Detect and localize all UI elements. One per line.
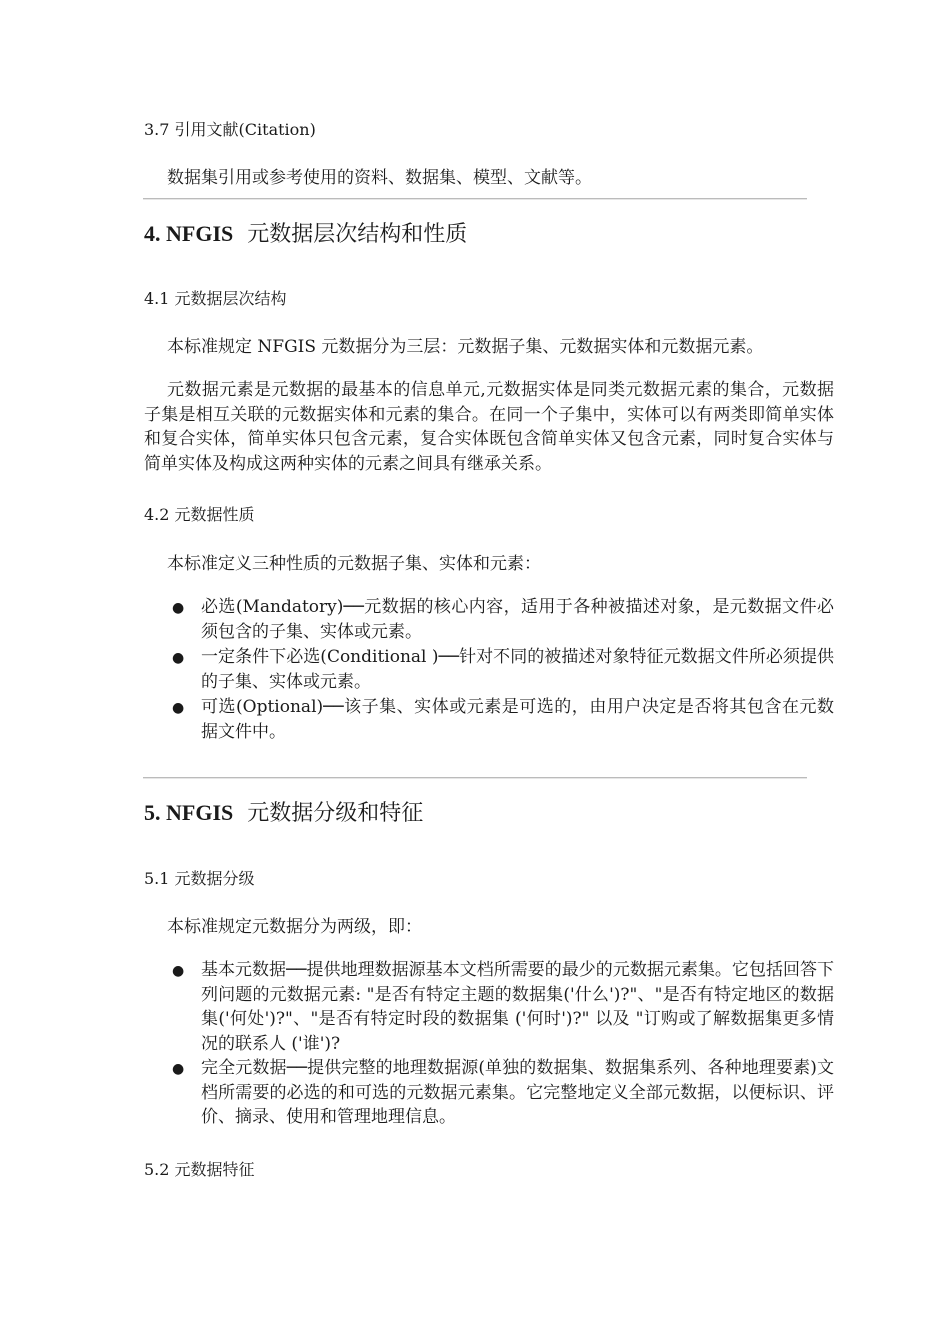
section-5-title: 元数据分级和特征	[247, 801, 424, 826]
section-5-heading	[144, 796, 423, 827]
section-4-title: 元数据层次结构和性质	[247, 222, 468, 247]
section-4-number: 4. NFGIS	[144, 221, 234, 246]
section-5-1-intro: 本标准规定元数据分为两级，即：	[167, 917, 422, 937]
divider	[143, 777, 807, 779]
section-4-2-intro: 本标准定义三种性质的元数据子集、实体和元素：	[167, 554, 541, 574]
section-3-7-body: 数据集引用或参考使用的资料、数据集、模型、文献等。	[167, 168, 592, 188]
list-item: 必选(Mandatory)──元数据的核心内容，适用于各种被描述对象，是元数据文件必须包含的子集、实体或元素。	[201, 597, 834, 642]
section-4-heading	[144, 217, 467, 248]
section-3-7-heading: 3.7 引用文献(Citation)	[144, 120, 316, 139]
list-item: 完全元数据──提供完整的地理数据源(单独的数据集、数据集系列、各种地理要素)文档所需要的必选的和可选的元数据元素集。它完整地定义全部元数据，以便标识、评价、摘录、使用和管理地理信息。	[201, 1058, 834, 1127]
bullet-icon: ●	[172, 700, 185, 716]
divider	[143, 198, 807, 200]
bullet-icon: ●	[172, 650, 185, 666]
section-5-2-heading: 5.2 元数据特征	[144, 1160, 255, 1179]
section-5-number: 5. NFGIS	[144, 800, 234, 825]
list-item: 基本元数据──提供地理数据源基本文档所需要的最少的元数据元素集。它包括回答下列问题的元数据元素: "是否有特定主题的数据集('什么')?"、"是否有特定地区的数据集('何处')?"、"是否有特定时段的数据集 ('何时')?" 以及 "订购或了解数据集更多情况的联系人 ('谁')?	[201, 960, 834, 1054]
bullet-icon: ●	[172, 1061, 185, 1077]
section-4-2-heading: 4.2 元数据性质	[144, 505, 255, 524]
section-4-1-paragraph-1: 本标准规定 NFGIS 元数据分为三层：元数据子集、元数据实体和元数据元素。	[167, 337, 764, 357]
section-4-1-heading: 4.1 元数据层次结构	[144, 289, 287, 308]
list-item: 一定条件下必选(Conditional )──针对不同的被描述对象特征元数据文件所必须提供的子集、实体或元素。	[201, 647, 834, 692]
section-5-1-heading: 5.1 元数据分级	[144, 869, 255, 888]
bullet-icon: ●	[172, 600, 185, 616]
section-4-1-paragraph-2: 元数据元素是元数据的最基本的信息单元,元数据实体是同类元数据元素的集合，元数据子集是相互关联的元数据实体和元素的集合。在同一个子集中，实体可以有两类即简单实体和复合实体，简单实体只包含元素，复合实体既包含简单实体又包含元素，同时复合实体与简单实体及构成这两种实体的元素之间具有继承关系。	[144, 380, 834, 474]
bullet-icon: ●	[172, 963, 185, 979]
list-item: 可选(Optional)──该子集、实体或元素是可选的，由用户决定是否将其包含在元数据文件中。	[201, 697, 834, 742]
